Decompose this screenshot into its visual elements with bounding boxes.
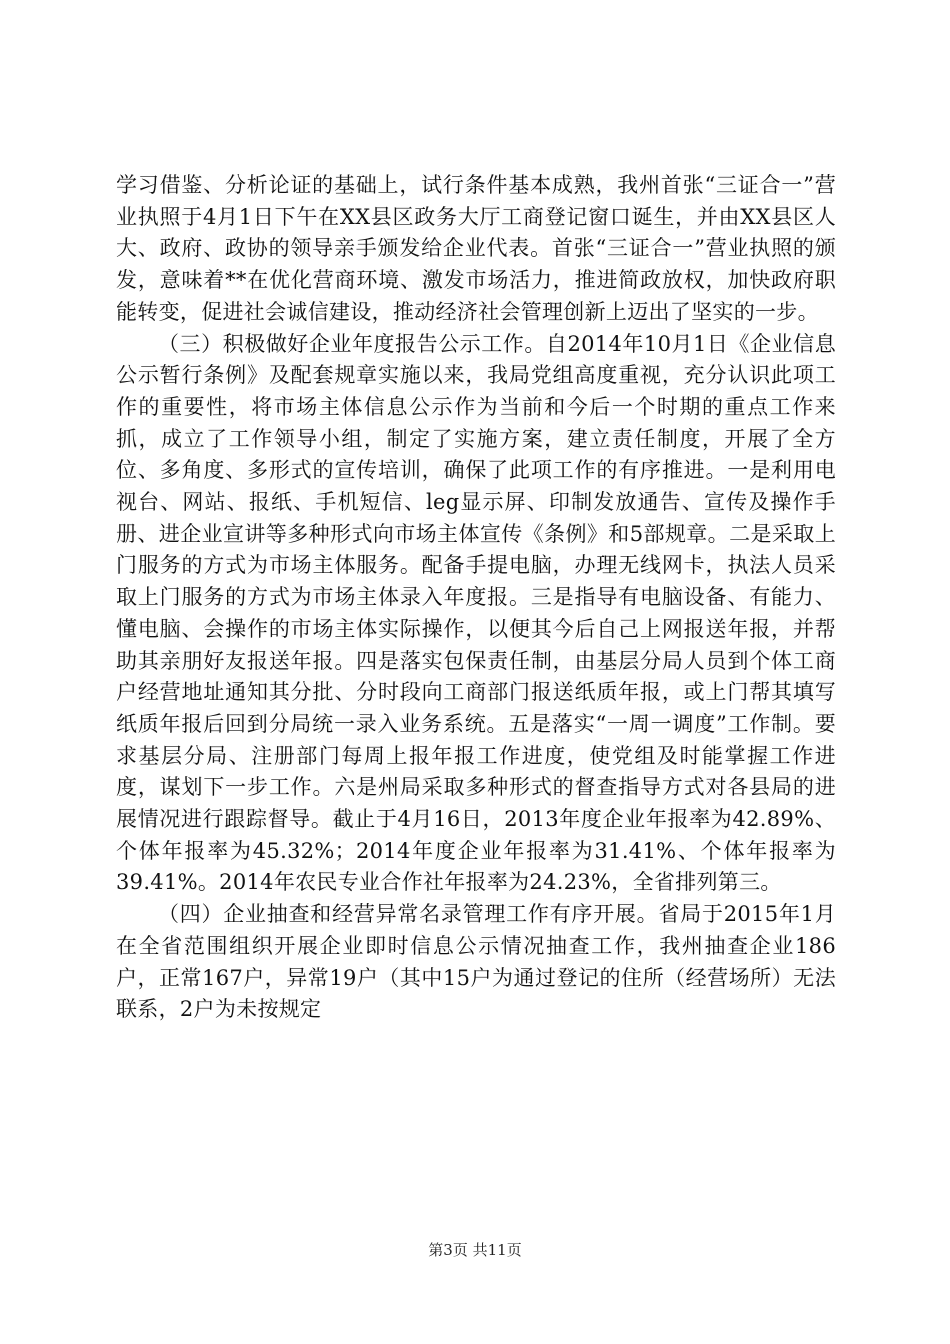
paragraph-continuation: 学习借鉴、分析论证的基础上，试行条件基本成熟，我州首张“三证合一”营业执照于4月1日下午在XX县区政务大厅工商登记窗口诞生，并由XX县区人大、政府、政协的领导亲手颁发给企业代表。首张“三证合一”营业执照的颁发，意味着**在优化营商环境、激发市场活力，推进简政放权，加快政府职能转变，促进社会诚信建设，推动经济社会管理创新上迈出了坚实的一步。 <box>116 173 836 324</box>
paragraph-section-three: （三）积极做好企业年度报告公示工作。自2014年10月1日《企业信息公示暂行条例》及配套规章实施以来，我局党组高度重视，充分认识此项工作的重要性，将市场主体信息公示作为当前和今后一个时期的重点工作来抓，成立了工作领导小组，制定了实施方案，建立责任制度，开展了全方位、多角度、多形式的宣传培训，确保了此项工作的有序推进。一是利用电视台、网站、报纸、手机短信、leg显示屏、印制发放通告、宣传及操作手册、进企业宣讲等多种形式向市场主体宣传《条例》和5部规章。二是采取上门服务的方式为市场主体服务。配备手提电脑，办理无线网卡，执法人员采取上门服务的方式为市场主体录入年度报。三是指导有电脑设备、有能力、懂电脑、会操作的市场主体实际操作，以便其今后自己上网报送年报，并帮助其亲朋好友报送年报。四是落实包保责任制，由基层分局人员到个体工商户经营地址通知其分批、分时段向工商部门报送纸质年报，或上门帮其填写纸质年报后回到分局统一录入业务系统。五是落实“一周一调度”工作制。要求基层分局、注册部门每周上报年报工作进度，使党组及时能掌握工作进度，谋划下一步工作。六是州局采取多种形式的督查指导方式对各县局的进展情况进行跟踪督导。截止于4月16日，2013年度企业年报率为42.89%、个体年报率为45.32%；2014年度企业年报率为31.41%、个体年报率为39.41%。2014年农民专业合作社年报率为24.23%，全省排列第三。 <box>116 331 836 895</box>
paragraph-section-four: （四）企业抽查和经营异常名录管理工作有序开展。省局于2015年1月在全省范围组织开展企业即时信息公示情况抽查工作，我州抽查企业186户，正常167户，异常19户（其中15户为通过登记的住所（经营场所）无法联系，2户为未按规定 <box>116 902 836 1022</box>
page-footer: 第3页 共11页 <box>428 1241 522 1259</box>
document-body <box>116 170 836 1026</box>
